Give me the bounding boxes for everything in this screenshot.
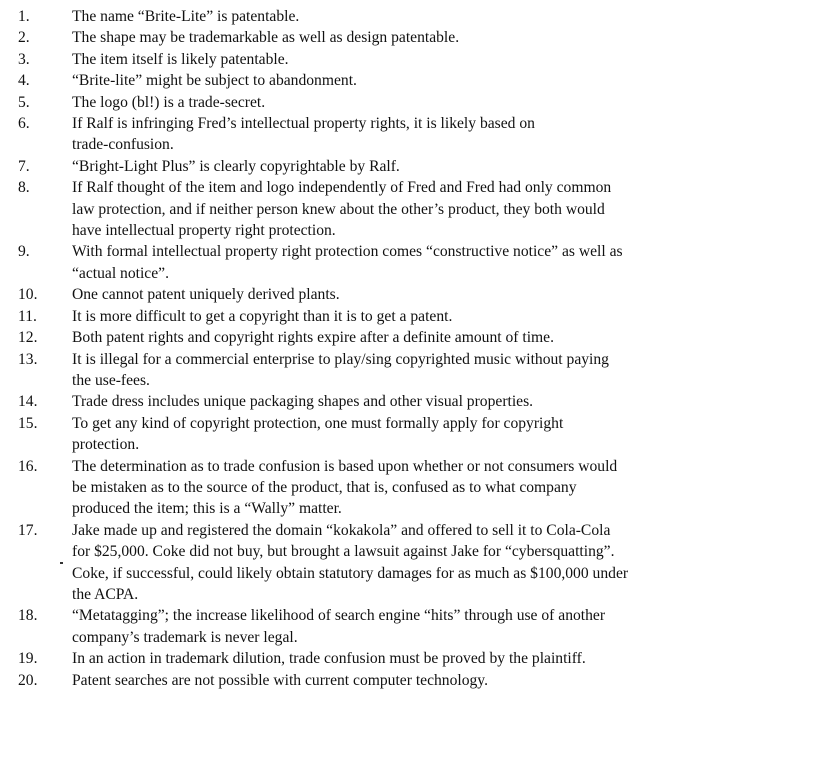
item-text-line: produced the item; this is a “Wally” matter. [72, 500, 342, 518]
item-text-line: Patent searches are not possible with current computer technology. [72, 671, 488, 689]
list-item [0, 456, 834, 520]
item-text-line: the use-fees. [72, 371, 150, 389]
item-number: 5. [18, 93, 30, 111]
item-text [72, 284, 772, 305]
list-item [0, 49, 834, 70]
item-text-line: the ACPA. [72, 585, 139, 603]
item-text-line: trade-confusion. [72, 136, 174, 154]
item-number: 20. [18, 671, 38, 689]
item-text [72, 177, 772, 241]
item-text [72, 156, 772, 177]
item-number: 8. [18, 179, 30, 197]
list-item [0, 648, 834, 669]
item-number: 9. [18, 243, 30, 261]
item-text [72, 70, 772, 91]
item-text-line: One cannot patent uniquely derived plants. [72, 286, 340, 304]
list-item [0, 413, 834, 456]
document-page [0, 6, 834, 691]
item-number: 11. [18, 307, 37, 325]
item-text [72, 49, 772, 70]
item-text-line: The name “Brite-Lite” is patentable. [72, 8, 300, 25]
list-item [0, 113, 834, 156]
item-text-line: The item itself is likely patentable. [72, 50, 289, 68]
item-number: 15. [18, 414, 38, 432]
list-item [0, 349, 834, 392]
item-text [72, 327, 772, 348]
item-text [72, 92, 772, 113]
item-text [72, 349, 772, 392]
list-item [0, 27, 834, 48]
item-text-line: Both patent rights and copyright rights expire after a definite amount of time. [72, 329, 554, 347]
item-text-line: The determination as to trade confusion is based upon whether or not consumers would [72, 457, 618, 475]
stray-mark [60, 562, 63, 564]
list-item [0, 92, 834, 113]
item-number: 14. [18, 393, 38, 411]
item-number: 6. [18, 115, 30, 133]
item-text [72, 456, 772, 520]
list-item [0, 306, 834, 327]
item-text [72, 6, 772, 27]
list-item [0, 391, 834, 412]
item-number: 13. [18, 350, 38, 368]
item-number: 12. [18, 329, 38, 347]
item-text-line: Coke, if successful, could likely obtain statutory damages for as much as $100,000 under [72, 564, 629, 582]
item-text [72, 391, 772, 412]
item-text-line: If Ralf thought of the item and logo independently of Fred and Fred had only common [72, 179, 612, 197]
item-text-line: It is illegal for a commercial enterprise to play/sing copyrighted music without paying [72, 350, 609, 368]
item-number: 17. [18, 521, 38, 539]
list-item [0, 241, 834, 284]
item-text-line: The shape may be trademarkable as well as design patentable. [72, 29, 460, 47]
list-item [0, 156, 834, 177]
list-item [0, 70, 834, 91]
item-number: 1. [18, 8, 30, 25]
item-text-line: law protection, and if neither person knew about the other’s product, they both would [72, 200, 605, 218]
list-item [0, 327, 834, 348]
list-item [0, 177, 834, 241]
list-item [0, 520, 834, 606]
item-text [72, 670, 772, 691]
item-text-line: have intellectual property right protection. [72, 222, 336, 240]
item-text-line: “actual notice”. [72, 264, 169, 282]
item-number: 4. [18, 72, 30, 90]
item-text [72, 241, 772, 284]
item-number: 18. [18, 607, 38, 625]
item-number: 7. [18, 157, 30, 175]
item-text [72, 113, 772, 156]
list-item [0, 6, 834, 27]
item-text-line: “Bright-Light Plus” is clearly copyrightable by Ralf. [72, 157, 400, 175]
item-text-line: In an action in trademark dilution, trade confusion must be proved by the plaintiff. [72, 650, 586, 668]
item-text-line: company’s trademark is never legal. [72, 628, 298, 646]
item-text-line: It is more difficult to get a copyright than it is to get a patent. [72, 307, 453, 325]
item-text-line: for $25,000. Coke did not buy, but brought a lawsuit against Jake for “cybersquatting”. [72, 543, 615, 561]
item-text-line: “Brite-lite” might be subject to abandonment. [72, 72, 357, 90]
item-text-line: To get any kind of copyright protection, one must formally apply for copyright [72, 414, 564, 432]
item-text-line: Trade dress includes unique packaging shapes and other visual properties. [72, 393, 534, 411]
list-item [0, 605, 834, 648]
item-text-line: “Metatagging”; the increase likelihood of search engine “hits” through use of another [72, 607, 606, 625]
item-text-line: With formal intellectual property right protection comes “constructive notice” as well as [72, 243, 623, 261]
item-text-line: protection. [72, 436, 140, 454]
item-text [72, 648, 772, 669]
item-text [72, 605, 772, 648]
list-item [0, 284, 834, 305]
item-number: 10. [18, 286, 38, 304]
item-text-line: If Ralf is infringing Fred’s intellectual property rights, it is likely based on [72, 115, 535, 133]
list-item [0, 670, 834, 691]
item-number: 3. [18, 50, 30, 68]
item-number: 19. [18, 650, 38, 668]
item-text [72, 520, 772, 606]
item-number: 2. [18, 29, 30, 47]
item-text [72, 306, 772, 327]
item-text-line: Jake made up and registered the domain “kokakola” and offered to sell it to Cola-Cola [72, 521, 611, 539]
item-text-line: be mistaken as to the source of the product, that is, confused as to what company [72, 478, 577, 496]
item-text [72, 413, 772, 456]
item-text [72, 27, 772, 48]
item-text-line: The logo (bl!) is a trade-secret. [72, 93, 266, 111]
item-number: 16. [18, 457, 38, 475]
